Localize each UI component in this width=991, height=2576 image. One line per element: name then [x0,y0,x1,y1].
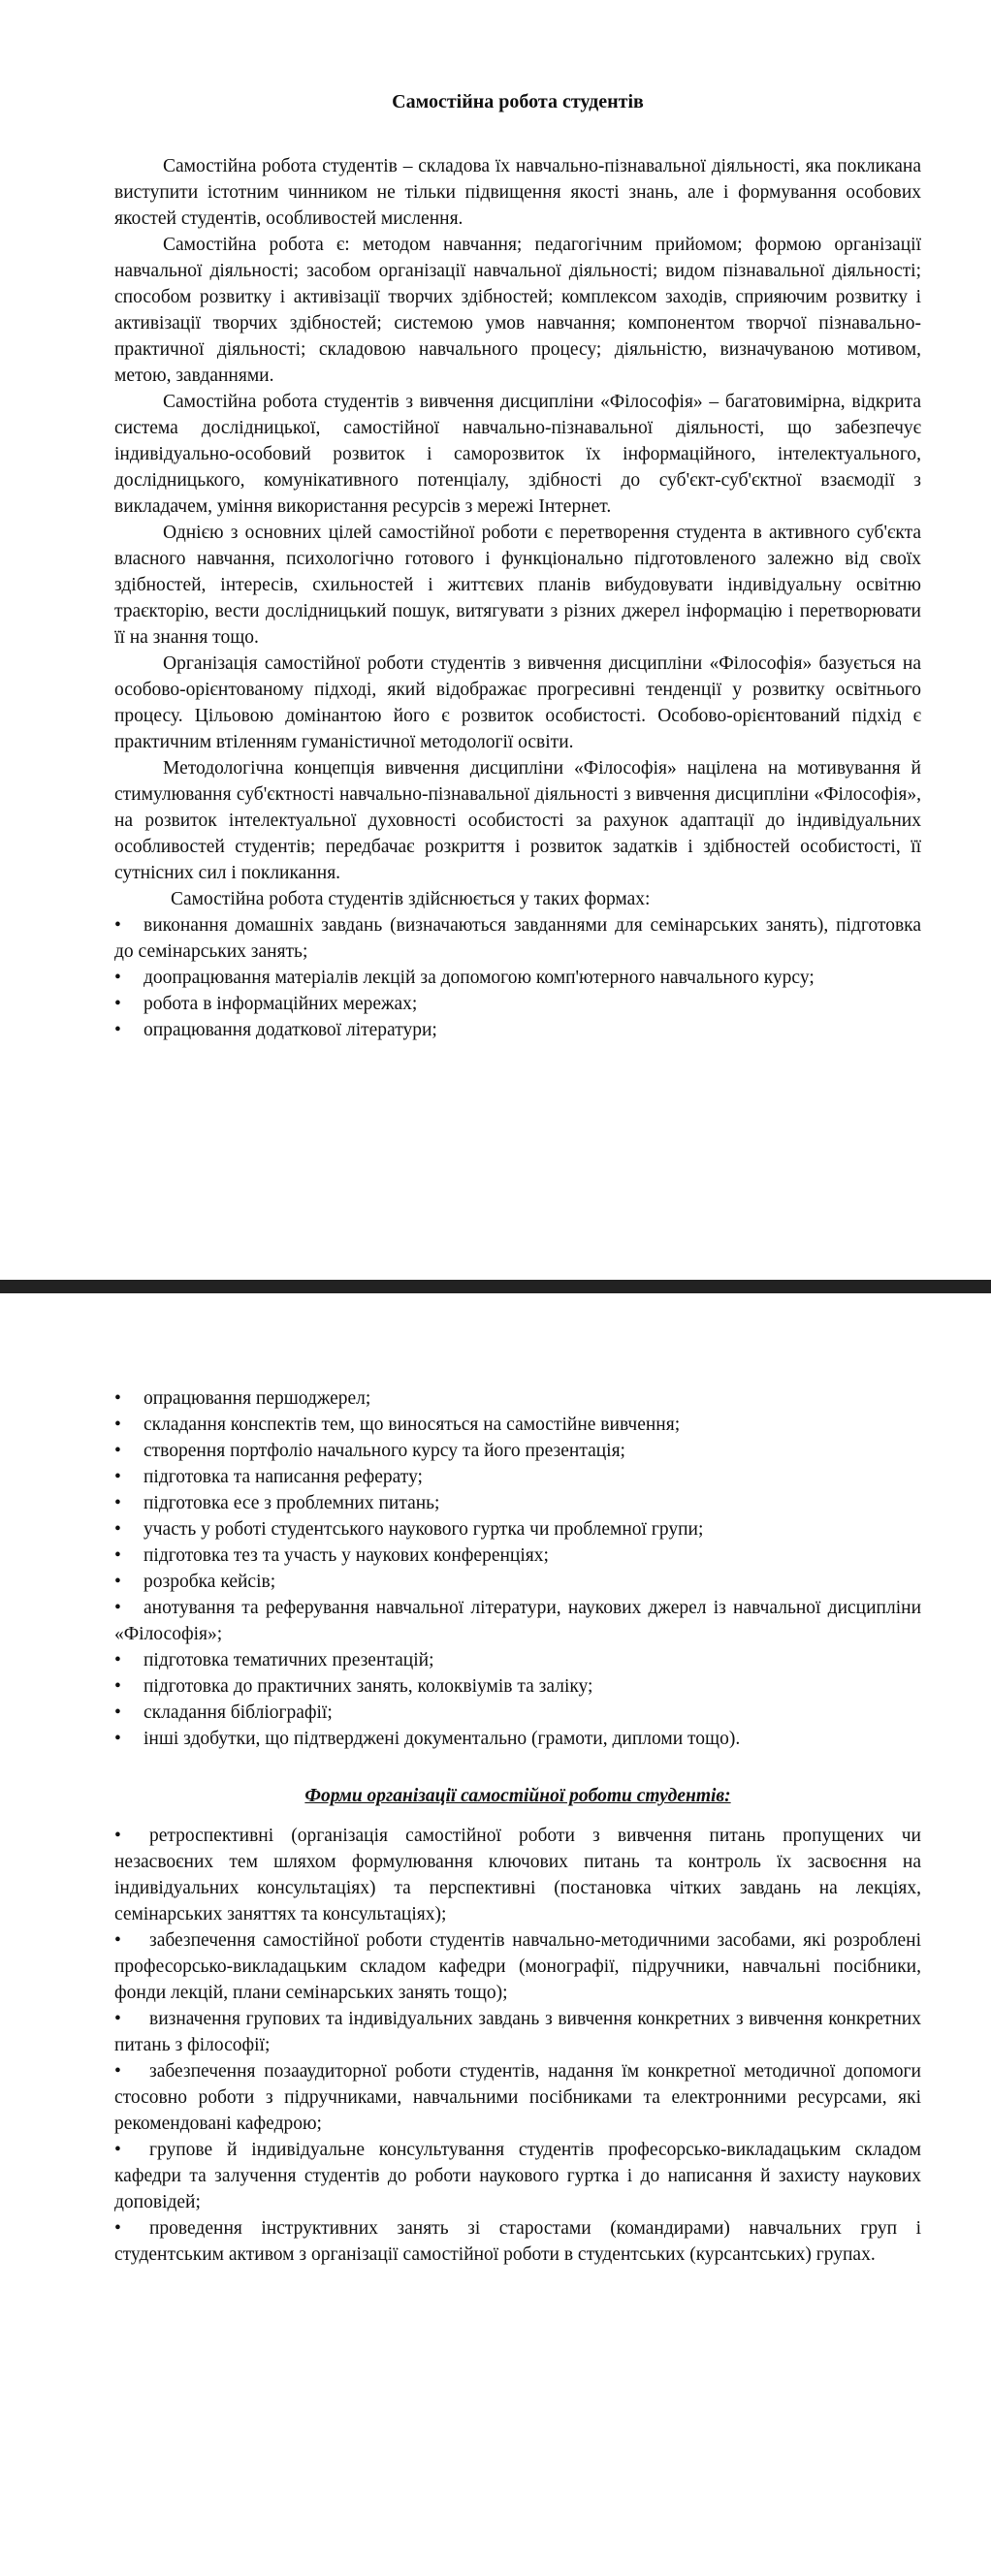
organization-forms-title: Форми організації самостійної роботи студентів: [304,1786,731,1806]
bullet-icon: • [114,1930,121,1951]
bullet-icon: • [114,1650,121,1670]
list-item-text: інші здобутки, що підтверджені документально (грамоти, дипломи тощо). [144,1729,741,1749]
bullet-icon: • [114,994,121,1014]
list-item-text: визначення групових та індивідуальних завдань з вивчення конкретних з вивчення конкретних питань з філософії; [114,2009,921,2055]
paragraph-4: Однією з основних цілей самостійної роботи є перетворення студента в активного суб'єкта власного навчання, психологічно готового і функціонально підготовленого залежно від своїх здібностей, інтересів, схильностей і життєвих планів вибудовувати індивідуальну освітню траєкторію, вести дослідницький пошук, витягувати з різних джерел інформацію і перетворювати її на знання тощо. [114,523,921,648]
bullet-icon: • [114,1519,121,1540]
list-item [114,1464,921,1490]
document-page-2 [0,1293,991,2576]
list-item [114,1438,921,1464]
bullet-icon: • [114,1676,121,1697]
list-item-text: виконання домашніх завдань (визначаються завданнями для семінарських занять), підготовка до семінарських занять; [114,915,921,962]
list-item-text: підготовка та написання реферату; [144,1467,423,1487]
list-item-text: підготовка есе з проблемних питань; [144,1493,440,1513]
list-item [114,1726,921,1752]
list-item [114,1017,921,1043]
list-item-text: розробка кейсів; [144,1572,276,1592]
bullet-icon: • [114,1702,121,1723]
list-item-text: підготовка тез та участь у наукових конференціях; [144,1545,549,1566]
bullet-icon: • [114,1388,121,1409]
list-item [114,1490,921,1516]
list-item-text: забезпечення позааудиторної роботи студентів, надання їм конкретної методичної допомоги стосовно роботи з підручниками, навчальними посібниками та електронними ресурсами, які рекомендовані кафедрою; [114,2061,921,2134]
list-item-text: проведення інструктивних занять зі старостами (командирами) навчальних груп і студентським активом з організації самостійної роботи в студентських (курсантських) групах. [114,2218,921,2265]
paragraph-6: Методологічна концепція вивчення дисципліни «Філософія» націлена на мотивування й стимулювання суб'єктності навчально-пізнавальної діяльності з вивчення дисципліни «Філософія», на розвиток інтелектуальної духовності особистості за рахунок адаптації до індивідуальних особливостей студентів; передбачає розкриття і розвиток задатків і здібностей особистості, її сутнісних сил і покликання. [114,758,921,883]
list-item [114,1412,921,1438]
bullet-icon: • [114,2140,121,2160]
page-separator [0,1280,991,1293]
bullet-icon: • [114,1729,121,1749]
paragraph-1: Самостійна робота студентів – складова їх навчально-пізнавальної діяльності, яка покликана виступити істотним чинником не тільки підвищення якості знань, але і формування особових якостей студентів, особливостей мислення. [114,156,921,229]
list-item-text: створення портфоліо начального курсу та його презентація; [144,1441,625,1461]
bullet-icon: • [114,2009,121,2029]
bullet-icon: • [114,1493,121,1513]
document-page-1 [0,0,991,1280]
list-item-text: забезпечення самостійної роботи студентів навчально-методичними засобами, які розроблені професорсько-викладацьким складом кафедри (монографії, підручники, навчальні посібники, фонди лекцій, плани семінарських занять тощо); [114,1930,921,2003]
list-item [114,1595,921,1647]
list-item [114,2058,921,2137]
organization-forms-list [114,1823,921,2268]
list-item [114,2215,921,2268]
bullet-icon: • [114,1545,121,1566]
list-item [114,1700,921,1726]
list-item-text: анотування та реферування навчальної літератури, наукових джерел із навчальної дисципліни «Філософія»; [114,1598,921,1644]
list-item-text: робота в інформаційних мережах; [144,994,418,1014]
bullet-icon: • [114,1598,121,1618]
list-item-text: групове й індивідуальне консультування студентів професорсько-викладацьким складом кафедри та залучення студентів до роботи наукового гуртка і до написання й захисту наукових доповідей; [114,2140,921,2212]
document-title: Самостійна робота студентів [392,91,644,112]
list-item-text: складання конспектів тем, що виносяться на самостійне вивчення; [144,1415,681,1435]
list-item [114,1647,921,1673]
list-item-text: складання бібліографії; [144,1702,333,1723]
bullet-icon: • [114,2061,121,2082]
list-item [114,912,921,965]
list-item-text: опрацювання додаткової літератури; [144,1020,437,1040]
list-item-text: підготовка тематичних презентацій; [144,1650,434,1670]
bullet-icon: • [114,1467,121,1487]
list-item [114,1516,921,1542]
bullet-icon: • [114,968,121,988]
list-item [114,1673,921,1700]
list-item-text: доопрацювання матеріалів лекцій за допомогою комп'ютерного навчального курсу; [144,968,815,988]
list-item-text: участь у роботі студентського наукового гуртка чи проблемної групи; [144,1519,704,1540]
page-1-content [114,89,921,1043]
list-item [114,965,921,991]
list-item [114,2137,921,2215]
list-item [114,2006,921,2058]
bullet-icon: • [114,1441,121,1461]
bullet-icon: • [114,2218,121,2239]
bullet-icon: • [114,1826,121,1846]
bullet-icon: • [114,1020,121,1040]
bullet-icon: • [114,1415,121,1435]
list-item [114,991,921,1017]
list-item [114,1823,921,1927]
page-2-content [114,1385,921,2268]
forms-intro: Самостійна робота студентів здійснюється у таких формах: [171,889,651,909]
paragraph-5: Організація самостійної роботи студентів з вивчення дисципліни «Філософія» базується на особово-орієнтованому підході, який відображає прогресивні тенденції у розвитку освітнього процесу. Цільовою домінантою його є розвиток особистості. Особово-орієнтований підхід є практичним втіленням гуманістичної методології освіти. [114,653,921,752]
list-item [114,1927,921,2006]
list-item [114,1385,921,1412]
list-item-text: ретроспективні (організація самостійної роботи з вивчення питань пропущених чи незасвоєних тем шляхом формулювання ключових питань та контроль їх засвоєння на індивідуальних консультаціях) та перспективні (постановка чітких завдань на лекціях, семінарських заняттях та консультаціях); [114,1826,921,1924]
paragraph-2: Самостійна робота є: методом навчання; педагогічним прийомом; формою організації навчальної діяльності; засобом організації навчальної діяльності; видом пізнавальної діяльності; способом розвитку і активізації творчих здібностей; комплексом заходів, сприяючим розвитку і активізації творчих здібностей; системою умов навчання; компонентом творчої пізнавально-практичної діяльності; складовою навчального процесу; діяльністю, визначуваною мотивом, метою, завданнями. [114,235,921,386]
bullet-icon: • [114,1572,121,1592]
forms-list-page-1 [114,912,921,1043]
forms-list-page-2 [114,1385,921,1752]
list-item-text: підготовка до практичних занять, колоквіумів та заліку; [144,1676,593,1697]
bullet-icon: • [114,915,121,936]
list-item [114,1542,921,1569]
list-item [114,1569,921,1595]
paragraph-3: Самостійна робота студентів з вивчення дисципліни «Філософія» – багатовимірна, відкрита система дослідницької, самостійної навчально-пізнавальної діяльності, що забезпечує індивідуально-особовий розвиток і саморозвиток їх інформаційного, інтелектуального, дослідницького, комунікативного потенціалу, здібності до суб'єкт-суб'єктної взаємодії з викладачем, уміння використання ресурсів з мережі Інтернет. [114,392,921,517]
list-item-text: опрацювання першоджерел; [144,1388,371,1409]
